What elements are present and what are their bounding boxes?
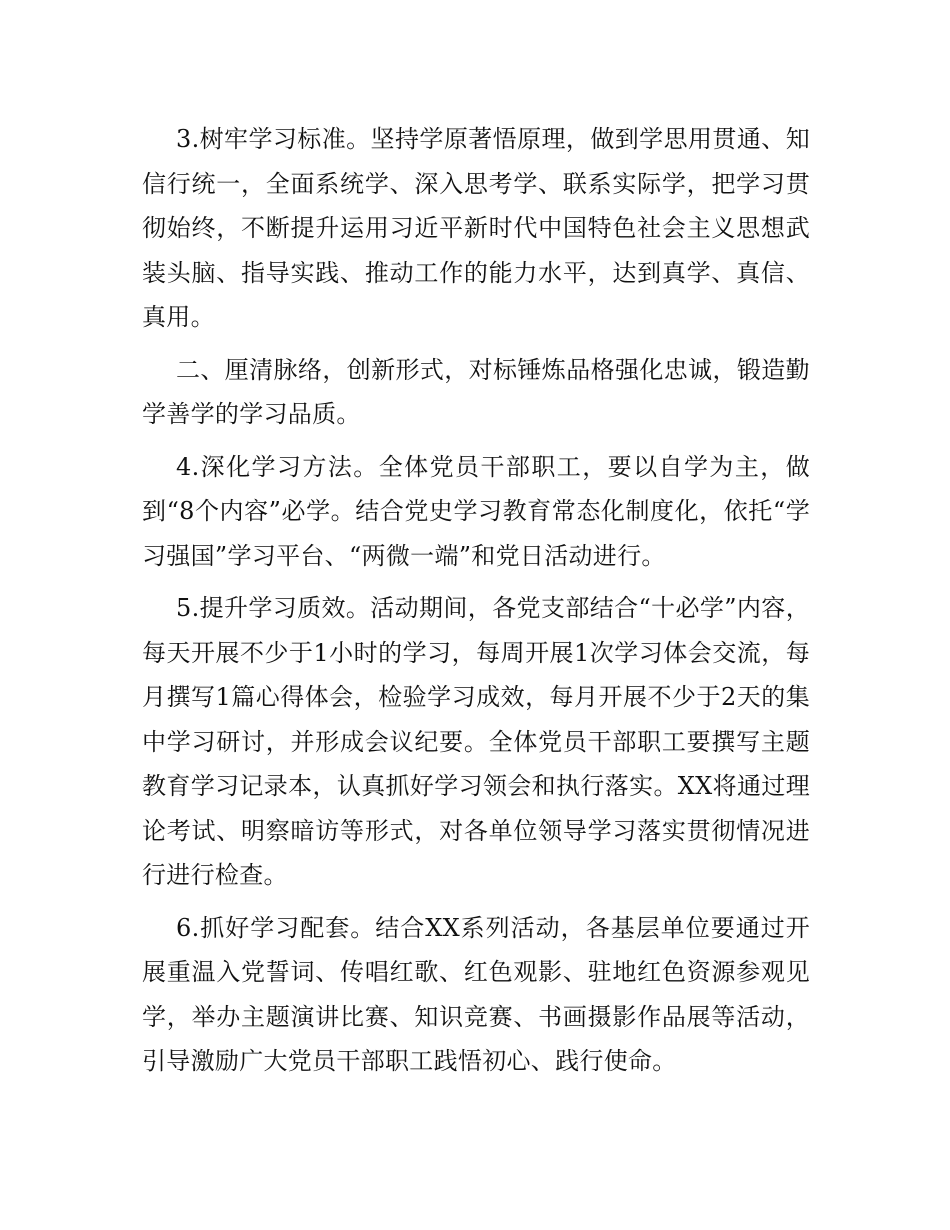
paragraph-6-supporting: 6.抓好学习配套。结合XX系列活动，各基层单位要通过开展重温入党誓词、传唱红歌、红色观影、驻地红色资源参观见学，举办主题演讲比赛、知识竞赛、书画摄影作品展等活动，引导激励广大党员干部职工践悟初心、践行使命。 — [142, 913, 810, 1075]
document-body — [142, 117, 810, 1092]
paragraph-5-quality: 5.提升学习质效。活动期间，各党支部结合“十必学”内容，每天开展不少于1小时的学习，每周开展1次学习体会交流，每月撰写1篇心得体会，检验学习成效，每月开展不少于2天的集中学习研讨，并形成会议纪要。全体党员干部职工要撰写主题教育学习记录本，认真抓好学习领会和执行落实。XX将通过理论考试、明察暗访等形式，对各单位领导学习落实贯彻情况进行进行检查。 — [142, 594, 810, 889]
section-heading-2: 二、厘清脉络，创新形式，对标锤炼品格强化忠诚，锻造勤学善学的学习品质。 — [142, 355, 810, 428]
paragraph-4-method: 4.深化学习方法。全体党员干部职工，要以自学为主，做到“8个内容”必学。结合党史学习教育常态化制度化，依托“学习强国”学习平台、“两微一端”和党日活动进行。 — [142, 452, 810, 570]
paragraph-3-standard: 3.树牢学习标准。坚持学原著悟原理，做到学思用贯通、知信行统一，全面系统学、深入思考学、联系实际学，把学习贯彻始终，不断提升运用习近平新时代中国特色社会主义思想武装头脑、指导实践、推动工作的能力水平，达到真学、真信、真用。 — [142, 125, 810, 331]
